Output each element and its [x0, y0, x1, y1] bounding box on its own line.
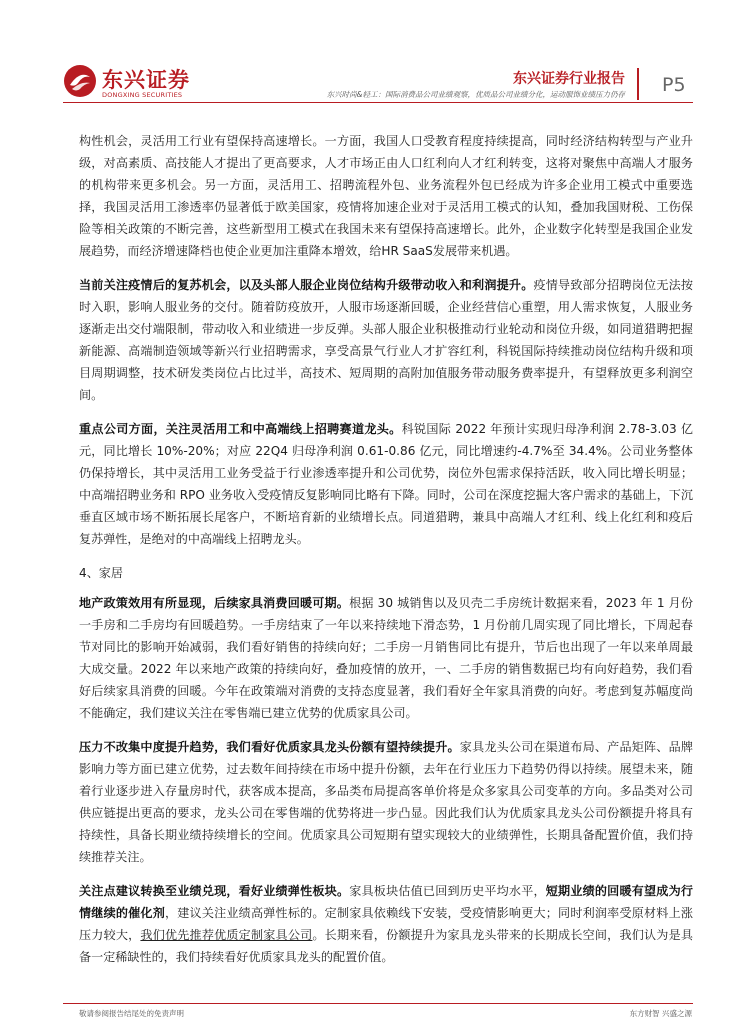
logo-english-name: DONGXING SECURITIES	[102, 91, 183, 99]
section-heading-home-furnishing: 4、家居	[79, 566, 123, 580]
page-header	[0, 0, 755, 100]
page-number: P5	[662, 74, 686, 96]
footer-rule	[63, 1003, 693, 1004]
paragraph-concentration	[79, 736, 693, 868]
paragraph-lead: 当前关注疫情后的复苏机会，以及头部人服企业岗位结构升级带动收入和利润提升。	[79, 278, 534, 292]
report-body	[79, 130, 693, 980]
header-rule	[63, 102, 693, 103]
company-logo	[63, 64, 193, 100]
paragraph-lead: 关注点建议转换至业绩兑现，看好业绩弹性板块。	[79, 884, 350, 898]
paragraph-text: ，建议关注业绩高弹性标的。定制家具依赖线下安装，受疫情影响更大；同时利润率受原材料上涨压力较大，	[79, 906, 693, 942]
report-subtitle: 东兴时尚&轻工：国际消费品公司业绩观察，优质品公司业绩分化，运动服饰业绩压力仍存	[326, 90, 625, 99]
paragraph-text: 疫情导致部分招聘岗位无法按时入职，影响人服业务的交付。随着防疫放开，人服市场逐渐回暖，企业经营信心重塑，用人需求恢复，人服业务逐渐走出交付端限制，带动收入和业绩进一步反弹。头部人服企业积极推动行业轮动和岗位升级，如同道猎聘把握新能源、高端制造领域等新兴行业招聘需求，享受高景气行业人才扩容红利，科锐国际持续推动岗位结构升级和项目周期调整，技术研发类岗位占比过半，高技术、短周期的高附加值服务带动服务费率提升，有望释放更多利润空间。	[79, 278, 693, 402]
footer-disclaimer: 敬请参阅报告结尾处的免责声明	[79, 1009, 184, 1018]
report-title: 东兴证券行业报告	[513, 71, 625, 87]
paragraph-emphasis: 短期业绩的回暖有望成为行情继续的催化剂	[79, 884, 693, 920]
paragraph-recommendation: 我们优先推荐优质定制家具公司	[140, 928, 313, 942]
paragraph-recovery	[79, 274, 693, 406]
paragraph-text: 。长期来看，份额提升为家具龙头带来的长期成长空间，我们认为是具备一定稀缺性的，我们持续看好优质家具龙头的配置价值。	[79, 928, 693, 964]
paragraph-real-estate-policy	[79, 592, 693, 724]
paragraph-lead: 重点公司方面，关注灵活用工和中高端线上招聘赛道龙头。	[79, 422, 402, 436]
logo-emblem-icon	[63, 64, 97, 98]
paragraph-flexible-employment	[79, 130, 693, 262]
paragraph-text: 科锐国际 2022 年预计实现归母净利润 2.78-3.03 亿元，同比增长 10%-20%；对应 22Q4 归母净利润 0.61-0.86 亿元，同比增速约-4.7%至 34.4%。公司业务整体仍保持增长，其中灵活用工业务受益于行业渗透率提升和公司优势，岗位外包需求保持活跃，收入同比增长明显；中高端招聘业务和 RPO 业务收入受疫情反复影响同比略有下降。同时，公司在深度挖掘大客户需求的基础上，下沉垂直区域市场不断拓展长尾客户，不断培育新的业绩增长点。同道猎聘，兼具中高端人才红利、线上化红利和疫后复苏弹性，是绝对的中高端线上招聘龙头。	[79, 422, 693, 546]
paragraph-text: 根据 30 城销售以及贝壳二手房统计数据来看，2023 年 1 月份一手房和二手房均有回暖趋势。一手房结束了一年以来持续地下滑态势，1 月份前几周实现了同比增长，下周起春节对同比的影响开始减弱，我们看好销售的持续向好；二手房一月销售同比有提升，节后也出现了一年以来单周最大成交量。2022 年以来地产政策的持续向好，叠加疫情的放开，一、二手房的销售数据已均有向好趋势，我们看好后续家具消费的回暖。今年在政策端对消费的支持态度显著，我们看好全年家具消费的向好。考虑到复苏幅度尚不能确定，我们建议关注在零售端已建立优势的优质家具公司。	[79, 596, 693, 720]
footer-slogan: 东方财智 兴盛之源	[629, 1009, 692, 1018]
paragraph-text: 家具板块估值已回到历史平均水平，	[349, 884, 546, 898]
paragraph-text: 构性机会，灵活用工行业有望保持高速增长。一方面，我国人口受教育程度持续提高，同时经济结构转型与产业升级，对高素质、高技能人才提出了更高要求，人才市场正由人口红利向人才红利转变，这将对聚焦中高端人才服务的机构带来更多机会。另一方面，灵活用工、招聘流程外包、业务流程外包已经成为许多企业用工模式中重要选择，我国灵活用工渗透率仍显著低于欧美国家，疫情将加速企业对于灵活用工模式的认知，叠加我国财税、工伤保险等相关政策的不断完善，这些新型用工模式在我国未来有望保持高速增长。此外，企业数字化转型是我国企业发展趋势，而经济增速降档也使企业更加注重降本增效，给HR SaaS发展带来机遇。	[79, 134, 693, 258]
paragraph-key-companies	[79, 418, 693, 550]
logo-name: 东兴证券	[102, 68, 190, 92]
paragraph-earnings-focus	[79, 880, 693, 968]
paragraph-lead: 地产政策效用有所显现，后续家具消费回暖可期。	[79, 596, 350, 610]
paragraph-lead: 压力不改集中度提升趋势，我们看好优质家具龙头份额有望持续提升。	[79, 740, 460, 754]
paragraph-text: 家具龙头公司在渠道布局、产品矩阵、品牌影响力等方面已建立优势，过去数年间持续在市场中提升份额，去年在行业压力下趋势仍得以持续。展望未来，随着行业逐步进入存量房时代，获客成本提高，多品类布局提高客单价将是众多家具公司变革的方向。多品类对公司供应链提出更高的要求，龙头公司在零售端的优势将进一步凸显。因此我们认为优质家具龙头公司份额提升将具有持续性，具备长期业绩持续增长的空间。优质家具公司短期有望实现较大的业绩弹性，长期具备配置价值，我们持续推荐关注。	[79, 740, 693, 864]
header-divider	[637, 68, 639, 100]
